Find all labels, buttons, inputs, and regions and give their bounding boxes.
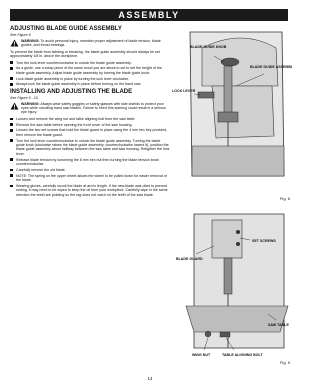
section-header-title: ASSEMBLY bbox=[118, 10, 180, 20]
list-item: Turn the lock lever counterclockwise to unlock the blade guide assembly. bbox=[10, 61, 170, 65]
list-item: Lock blade guide assembly in place by turning the lock lever clockwise. bbox=[10, 77, 170, 81]
heading-blade-guide: ADJUSTING BLADE GUIDE ASSEMBLY bbox=[10, 26, 122, 32]
list-item: Wearing gloves, carefully uncoil the blade at arm's length. If the new blade was oiled to prevent rusting, it may need to be wiped to keep the oil from your workpiece. Carefully wipe in the same direction the teeth are pointing so the rag does not catch on the teeth of the saw blade. bbox=[10, 184, 170, 197]
list-item: Loosen and remove the wing nut and table aligning bolt from the saw table. bbox=[10, 117, 170, 121]
warning-text: WARNING: To avoid personal injury, maintain proper adjustment of blade tension, blade guides, and thrust bearings. bbox=[21, 38, 161, 48]
callout-saw-table: SAW TABLE bbox=[268, 323, 289, 327]
band-saw-illustration bbox=[172, 26, 292, 204]
heading-installing-blade: INSTALLING AND ADJUSTING THE BLADE bbox=[10, 88, 133, 95]
bullet-list bbox=[10, 61, 170, 87]
text-column bbox=[10, 26, 170, 198]
figure-reference: See Figure 9 - 10. bbox=[10, 95, 39, 100]
warning-block bbox=[10, 102, 170, 115]
callout-wing-nut: WING NUT bbox=[192, 353, 211, 357]
figure-9-label: Fig. 9 bbox=[279, 360, 290, 365]
list-item: Carefully remove the old blade. bbox=[10, 168, 170, 172]
callout-table-aligning-bolt: TABLE ALIGNING BOLT bbox=[222, 353, 263, 357]
callout-blade-guide-assembly: BLADE GUIDE ASSEMBLY bbox=[250, 65, 292, 69]
list-item: As a guide, use a scrap piece of the same wood you are about to cut to set the height of the blade guide assembly. Adjust blade guide assembly by turning the blade guide knob. bbox=[10, 66, 170, 75]
intro-paragraph: To prevent the blade from twisting or breaking, the blade guide assembly should always be set approximately 1/8 in. above the workpiece. bbox=[10, 49, 160, 59]
callout-lock-lever: LOCK LEVER bbox=[172, 89, 196, 93]
list-item: Always lock the blade guide assembly in place before turning on the band saw. bbox=[10, 82, 170, 86]
warning-block bbox=[10, 39, 170, 48]
callout-set-screws: SET SCREWS bbox=[252, 239, 276, 243]
list-item: Release blade tension by loosening the 8 mm hex nut then turning the blade tension knob counterclockwise. bbox=[10, 158, 170, 167]
warning-text: WARNING: Always wear safety goggles or safety glasses with side shields to protect your eyes while uncoiling band saw blades. Failure to heed this warning could result in a serious eye injury. bbox=[21, 101, 166, 115]
figure-9 bbox=[172, 210, 292, 370]
list-item: Remove the saw table before opening the front cover of the saw housing. bbox=[10, 123, 170, 127]
section-header bbox=[10, 9, 288, 21]
saw-table-illustration bbox=[172, 210, 292, 370]
figure-6 bbox=[172, 26, 292, 204]
figure-6-label: Fig. 6 bbox=[279, 196, 290, 201]
list-item: NOTE: The spring on the upper wheel allows the wheel to be pulled down for easier removal of the blade. bbox=[10, 174, 170, 183]
page-number: 14 bbox=[147, 376, 153, 381]
list-item: Turn the lock lever counterclockwise to unlock the blade guide assembly. Turning the blade guide knob (clockwise raises the blade guide assembly; counterclockwise lowers it), position the blade guide assembly about halfway between the saw table and saw housing. Retighten the lock lever. bbox=[10, 139, 170, 157]
figure-reference: See Figure 6 bbox=[10, 33, 31, 37]
bullet-list bbox=[10, 117, 170, 197]
list-item: Loosen the two set screws that hold the blade guard in place using the 4 mm hex key provided, then remove the blade guard. bbox=[10, 128, 170, 137]
callout-blade-guard: BLADE GUARD bbox=[176, 257, 203, 261]
warning-icon bbox=[10, 102, 19, 110]
callout-blade-guide-knob: BLADE GUIDE KNOB bbox=[190, 45, 227, 49]
warning-icon bbox=[10, 39, 19, 47]
